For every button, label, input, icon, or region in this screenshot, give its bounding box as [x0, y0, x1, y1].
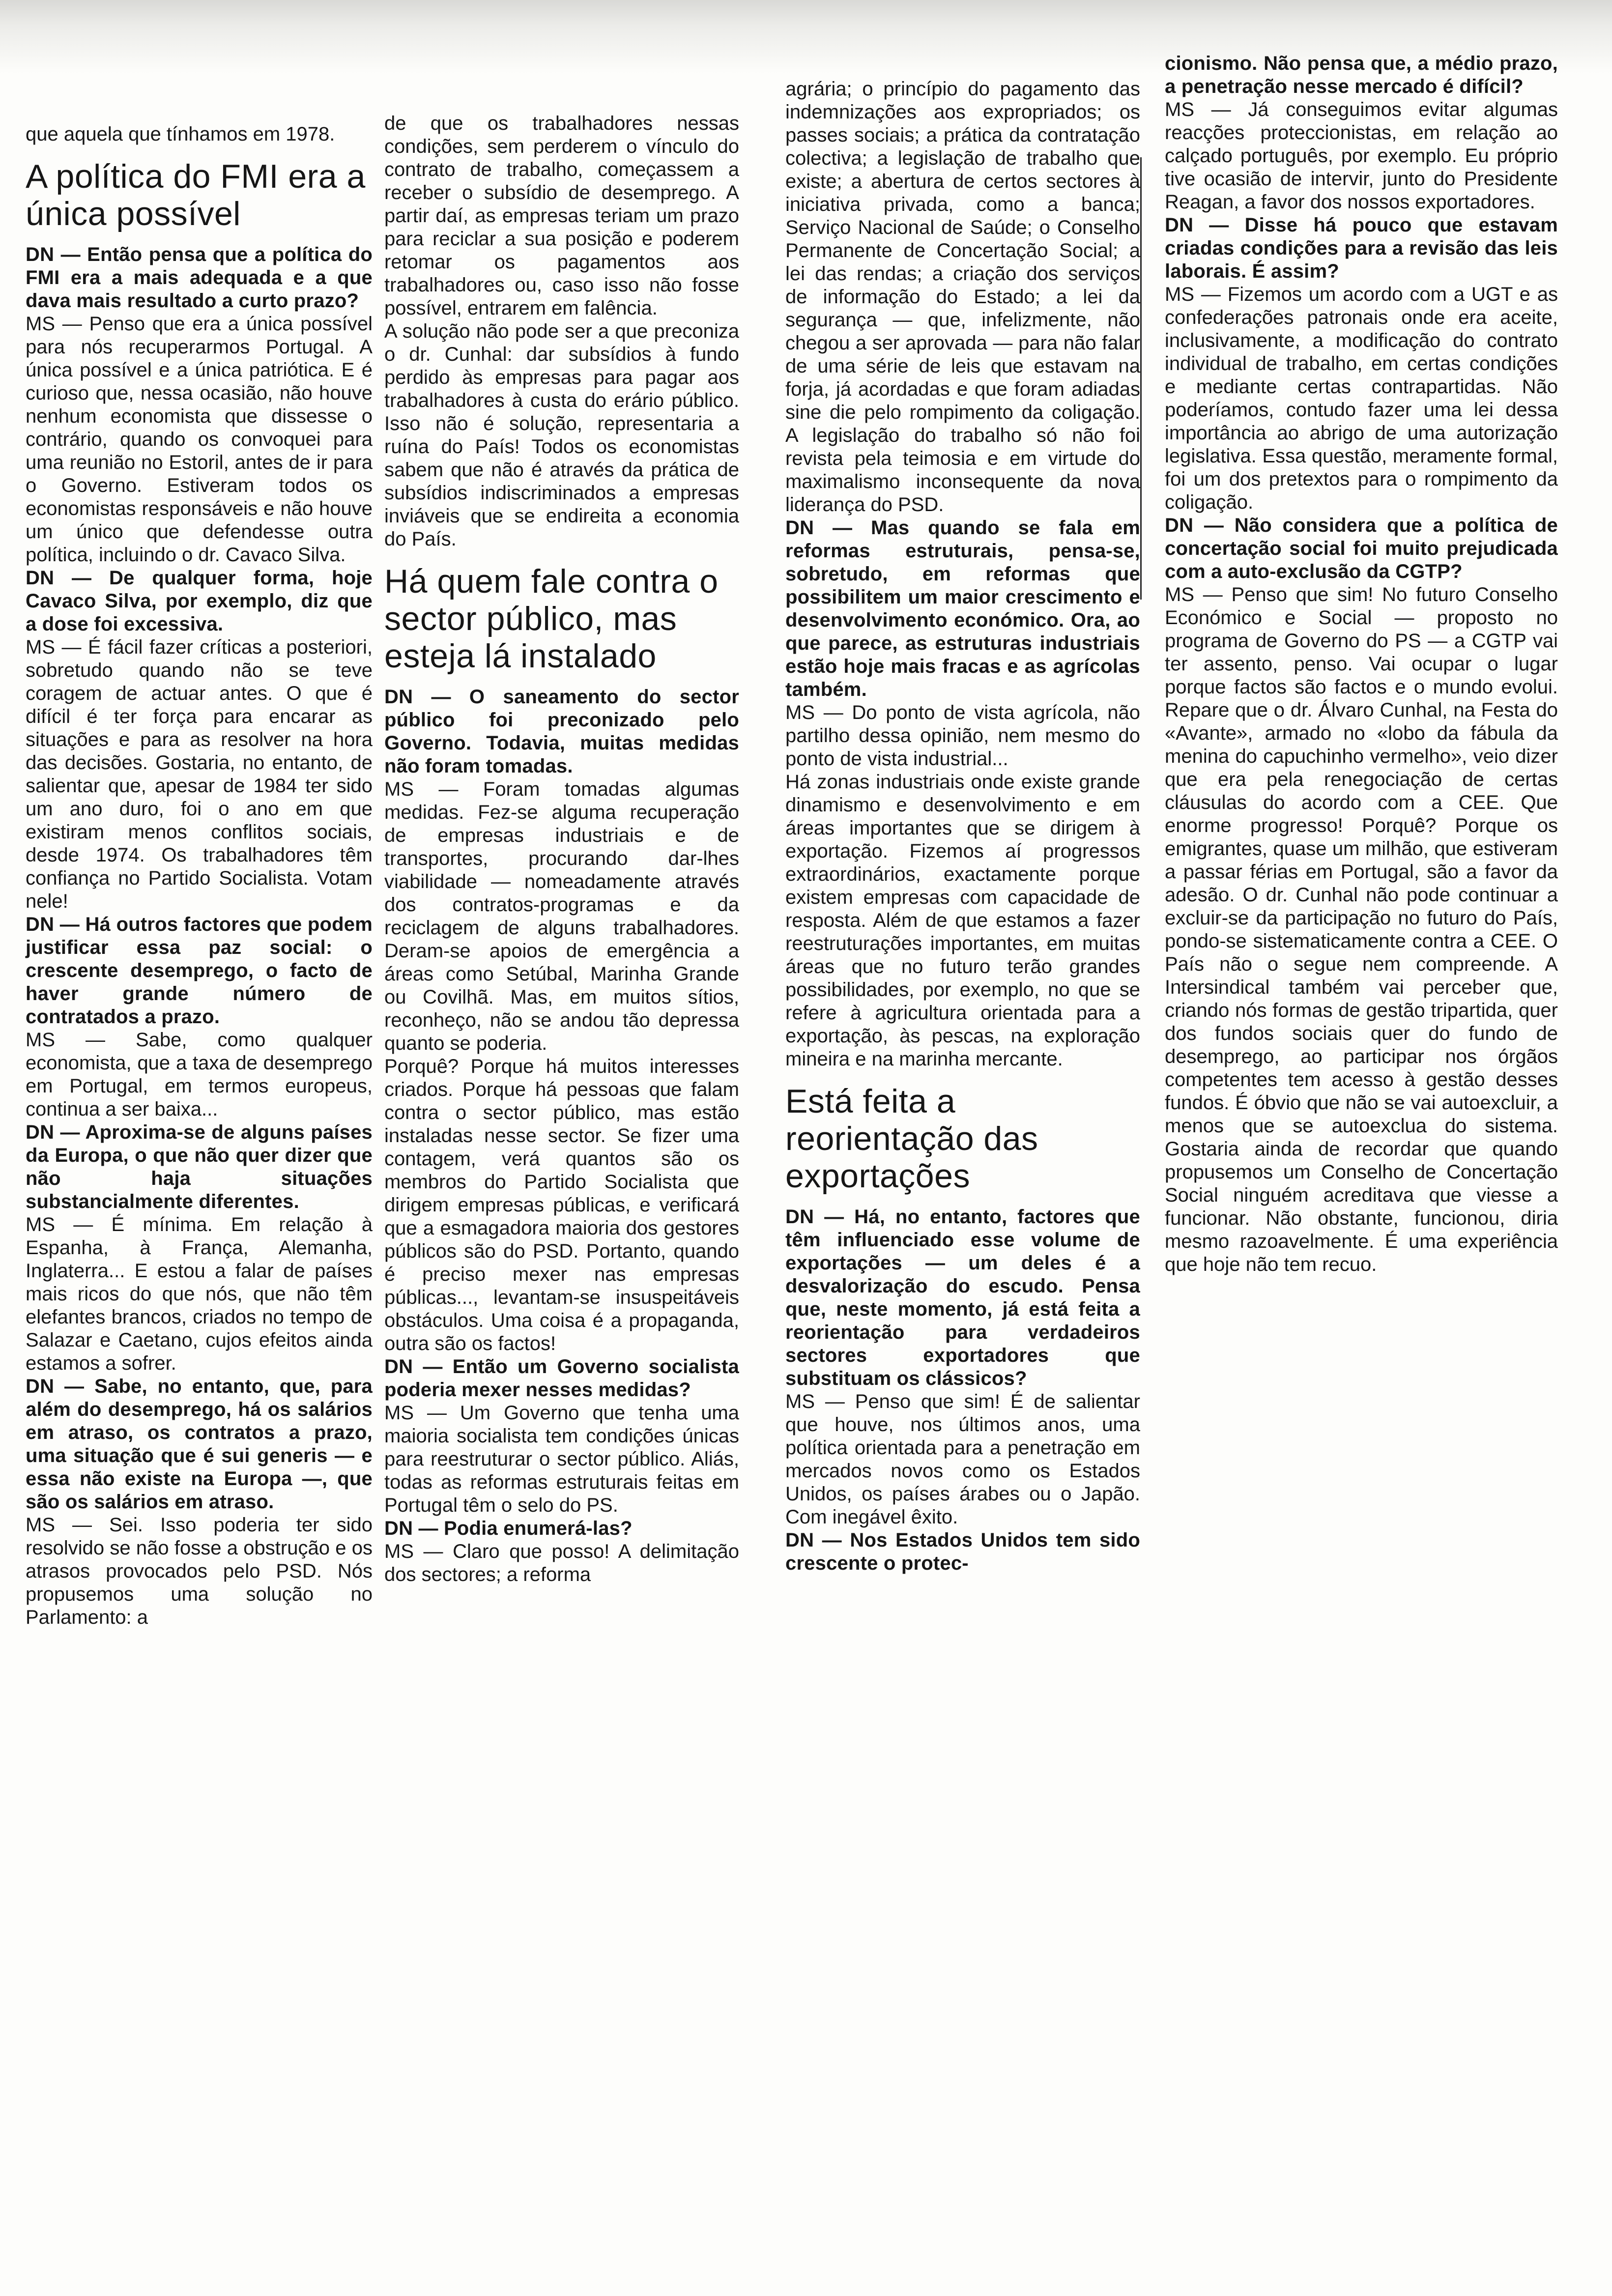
interview-question: DN — Sabe, no entanto, que, para além do desemprego, há os salários em atraso, os contratos a prazo, uma situação que é sui generis — e essa não existe na Europa —, que são os salários em atraso.: [26, 1376, 373, 1513]
interview-question: DN — Então um Governo socialista poderia mexer nesses medidas?: [384, 1356, 739, 1401]
article-column-4: [1165, 52, 1558, 1276]
interview-paragraph: MS — Penso que sim! É de salientar que houve, nos últimos anos, uma política orientada para a penetração em mercados novos como os Estados Unidos, os países árabes ou o Japão. Com inegável êxito.: [785, 1391, 1140, 1528]
section-heading: Há quem fale contra o sector público, mas esteja lá instalado: [384, 563, 719, 675]
interview-paragraph: MS — Penso que sim! No futuro Conselho Económico e Social — proposto no programa de Governo do PS — a CGTP vai ter assento, penso. Vai ocupar o lugar porque factos são factos e o mundo evolui. Repare que o dr. Álvaro Cunhal, na Festa do «Avante», armado no «lobo da fábula da menina do capuchinho vermelho», veio dizer que era pela renegociação de certas cláusulas do acordo com a CEE. Que enorme progresso! Porquê? Porque os emigrantes, quase um milhão, que estiveram a passar férias em Portugal, são a favor da adesão. O dr. Cunhal não pode continuar a excluir-se da participação no futuro do País, pondo-se sistematicamente contra a CEE. O País não o segue nem compreende. A Intersindical também vai perceber que, criando nós formas de gestão tripartida, quer dos fundos sociais quer do fundo de desemprego, ao participar nos órgãos competentes tem acesso à gestão desses fundos. É óbvio que não se vai autoexcluir, a menos que se autoexclua do sistema. Gostaria ainda de recordar que quando propusemos um Conselho de Concertação Social ninguém acreditava que viesse a funcionar. Não obstante, funcionou, diria mesmo razoavelmente. É uma experiência que hoje não tem recuo.: [1165, 584, 1558, 1275]
section-heading: Está feita a reorientação das exportações: [785, 1083, 1038, 1195]
interview-paragraph: MS — É fácil fazer críticas a posteriori, sobretudo quando não se teve coragem de actuar antes. O que é difícil é ter força para encarar as situações e para as resolver na hora das decisões. Gostaria, no entanto, de salientar que, apesar de 1984 ter sido um ano duro, foi o ano em que existiram menos conflitos sociais, desde 1974. Os trabalhadores têm confiança no Partido Socialista. Votam nele!: [26, 636, 373, 912]
interview-paragraph: Porquê? Porque há muitos interesses criados. Porque há pessoas que falam contra o sector público, mas estão instaladas nesse sector. Se fizer uma contagem, verá quantos são os membros do Partido Socialista que dirigem empresas públicas, e verificará que a esmagadora maioria dos gestores públicos são do PSD. Portanto, quando é preciso mexer nas empresas públicas..., levantam-se insuspeitáveis obstáculos. Uma coisa é a propaganda, outra são os factos!: [384, 1056, 739, 1354]
interview-paragraph: MS — Do ponto de vista agrícola, não partilho dessa opinião, nem mesmo do ponto de vista industrial...: [785, 702, 1140, 770]
interview-question: DN — Podia enumerá-las?: [384, 1518, 633, 1539]
interview-question: DN — Há, no entanto, factores que têm influenciado esse volume de exportações — um deles é a desvalorização do escudo. Pensa que, neste momento, já está feita a reorientação para verdadeiros sectores exportadores que substituam os clássicos?: [785, 1206, 1140, 1389]
interview-paragraph: MS — Claro que posso! A delimitação dos sectores; a reforma: [384, 1541, 739, 1585]
interview-paragraph: MS — Um Governo que tenha uma maioria socialista tem condições únicas para reestruturar o sector público. Aliás, todas as reformas estruturais feitas em Portugal têm o selo do PS.: [384, 1402, 739, 1516]
interview-question: DN — Nos Estados Unidos tem sido crescente o protec-: [785, 1529, 1140, 1574]
interview-paragraph: MS — Sabe, como qualquer economista, que a taxa de desemprego em Portugal, em termos europeus, continua a ser baixa...: [26, 1029, 373, 1120]
interview-paragraph: MS — Sei. Isso poderia ter sido resolvido se não fosse a obstrução e os atrasos provocados pelo PSD. Nós propusemos uma solução no Parlamento: a: [26, 1514, 373, 1628]
interview-question: DN — Há outros factores que podem justificar essa paz social: o crescente desemprego, o facto de haver grande número de contratados a prazo.: [26, 914, 373, 1028]
interview-question: DN — Disse há pouco que estavam criadas condições para a revisão das leis laborais. É assim?: [1165, 214, 1558, 282]
article-column-3: [785, 78, 1140, 1575]
article-column-2: [384, 112, 739, 1586]
interview-question: DN — Aproxima-se de alguns países da Europa, o que não quer dizer que não haja situações substancialmente diferentes.: [26, 1121, 373, 1212]
interview-paragraph: MS — Fizemos um acordo com a UGT e as confederações patronais onde era aceite, inclusivamente, a modificação do contrato individual de trabalho, em certas condições e mediante certas contrapartidas. Não poderíamos, contudo fazer uma lei dessa importância ao abrigo de uma autorização legislativa. Essa questão, meramente formal, foi um dos pretextos para o rompimento da coligação.: [1165, 284, 1558, 513]
section-heading: A política do FMI era a única possível: [26, 158, 366, 232]
interview-question: cionismo. Não pensa que, a médio prazo, a penetração nesse mercado é difícil?: [1165, 53, 1558, 97]
article-column-1: [26, 123, 373, 1629]
interview-question: DN — O saneamento do sector público foi preconizado pelo Governo. Todavia, muitas medidas não foram tomadas.: [384, 686, 739, 777]
interview-question: DN — Não considera que a política de concertação social foi muito prejudicada com a auto-exclusão da CGTP?: [1165, 515, 1558, 582]
interview-paragraph: que aquela que tínhamos em 1978.: [26, 123, 335, 145]
interview-question: DN — De qualquer forma, hoje Cavaco Silva, por exemplo, diz que a dose foi excessiva.: [26, 567, 373, 635]
interview-paragraph: de que os trabalhadores nessas condições, sem perderem o vínculo do contrato de trabalho, começassem a receber o subsídio de desemprego. A partir daí, as empresas teriam um prazo para reciclar a sua posição e poderem retomar os pagamentos aos trabalhadores ou, caso isso não fosse possível, entrarem em falência.: [384, 113, 739, 319]
interview-paragraph: MS — Foram tomadas algumas medidas. Fez-se alguma recuperação de empresas industriais e de transportes, procurando dar-lhes viabilidade — nomeadamente através dos contratos-programas e da reciclagem de alguns trabalhadores. Deram-se apoios de emergência a áreas como Setúbal, Marinha Grande ou Covilhã. Mas, em muitos sítios, reconheço, não se andou tão depressa quanto se poderia.: [384, 778, 739, 1054]
interview-question: DN — Mas quando se fala em reformas estruturais, pensa-se, sobretudo, em reformas que possibilitem um maior crescimento e desenvolvimento económico. Ora, ao que parece, as estruturas industriais estão hoje mais fracas e as agrícolas também.: [785, 517, 1140, 700]
column-rule: [1140, 157, 1142, 600]
interview-paragraph: MS — Penso que era a única possível para nós recuperarmos Portugal. A única possível e a única patriótica. E é curioso que, nessa ocasião, não houve nenhum economista que dissesse o contrário, quando os convoquei para uma reunião no Estoril, antes de ir para o Governo. Estiveram todos os economistas responsáveis e não houve um único que defendesse outra política, incluindo o dr. Cavaco Silva.: [26, 313, 373, 566]
interview-paragraph: Há zonas industriais onde existe grande dinamismo e desenvolvimento e em áreas importantes que se dirigem à exportação. Fizemos aí progressos extraordinários, exactamente porque existem empresas com capacidade de resposta. Além de que estamos a fazer reestruturações importantes, em muitas áreas que no futuro terão grandes possibilidades, por exemplo, no que se refere à agricultura orientada para a exportação, às pescas, na exploração mineira e na marinha mercante.: [785, 771, 1140, 1070]
interview-question: DN — Então pensa que a política do FMI era a mais adequada e a que dava mais resultado a curto prazo?: [26, 244, 373, 312]
interview-paragraph: A solução não pode ser a que preconiza o dr. Cunhal: dar subsídios à fundo perdido às empresas para pagar aos trabalhadores à custa do erário público. Isso não é solução, representaria a ruína do País! Todos os economistas sabem que não é através da prática de subsídios indiscriminados a empresas inviáveis que se endireita a economia do País.: [384, 320, 739, 550]
interview-paragraph: MS — É mínima. Em relação à Espanha, à França, Alemanha, Inglaterra... E estou a falar de países mais ricos do que nós, que não têm elefantes brancos, criados no tempo de Salazar e Caetano, cujos efeitos ainda estamos a sofrer.: [26, 1214, 373, 1374]
interview-paragraph: agrária; o princípio do pagamento das indemnizações aos expropriados; os passes sociais; a prática da contratação colectiva; a legislação de trabalho que existe; a abertura de certos sectores à iniciativa privada, como a banca; Serviço Nacional de Saúde; o Conselho Permanente de Concertação Social; a lei das rendas; a criação dos serviços de informação do Estado; a lei da segurança — que, infelizmente, não chegou a ser aprovada — para não falar de uma série de leis que estavam na forja, já acordadas e que foram adiadas sine die pelo rompimento da coligação. A legislação do trabalho só não foi revista pela teimosia e em virtude do maximalismo inconsequente da nova liderança do PSD.: [785, 78, 1140, 516]
interview-paragraph: MS — Já conseguimos evitar algumas reacções proteccionistas, em relação ao calçado português, por exemplo. Eu próprio tive ocasião de intervir, junto do Presidente Reagan, a favor dos nossos exportadores.: [1165, 99, 1558, 213]
